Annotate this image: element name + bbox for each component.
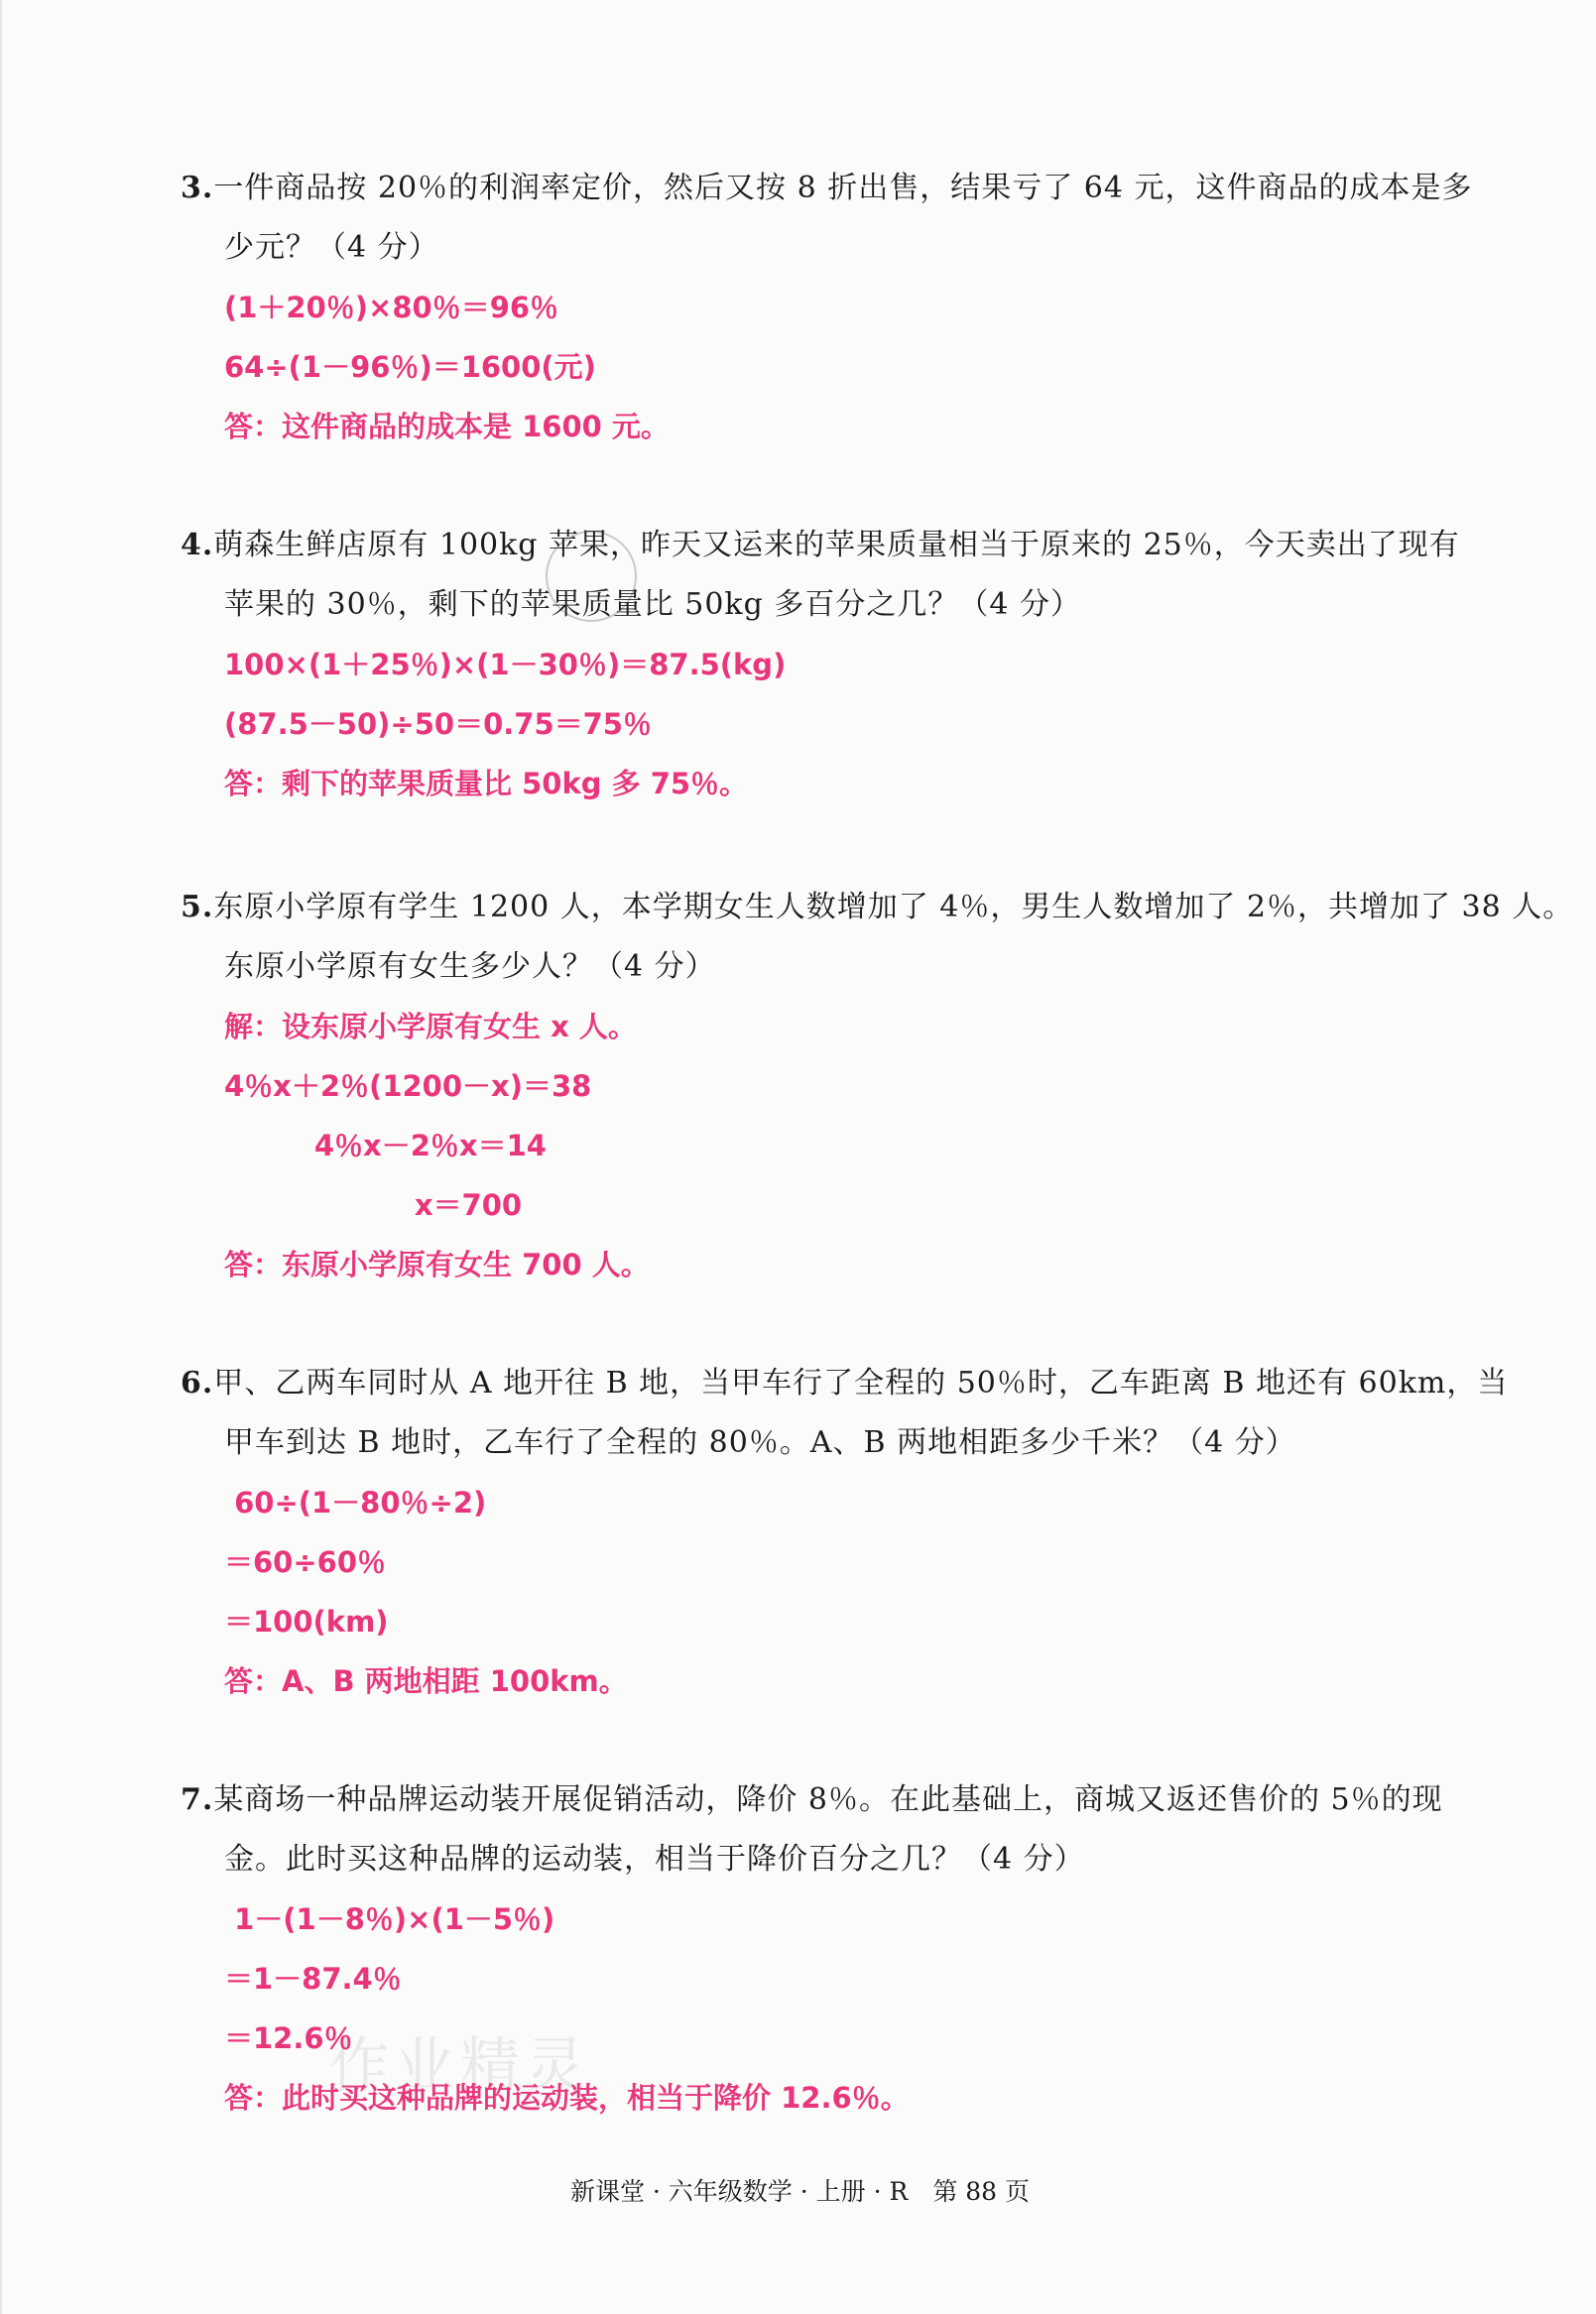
- question-text: 萌森生鲜店原有 100kg 苹果，昨天又运来的苹果质量相当于原来的 25％，今天卖出了现有: [213, 528, 1460, 562]
- answer-conclusion: 答：A、B 两地相距 100km。: [224, 1664, 628, 1698]
- question-line: [181, 1770, 1510, 1830]
- problem-number: 4.: [181, 528, 214, 562]
- problem-number: 5.: [181, 890, 214, 924]
- answer-line: (1＋20％)×80％＝96％: [224, 291, 559, 324]
- problem-6: [181, 1354, 1510, 1711]
- problem-number: 3.: [181, 171, 214, 205]
- answer-line: ＝60÷60％: [224, 1545, 387, 1579]
- problem-7: [181, 1770, 1510, 2128]
- answer-conclusion: 答：此时买这种品牌的运动装，相当于降价 12.6％。: [224, 2081, 910, 2115]
- question-text: 甲、乙两车同时从 A 地开往 B 地，当甲车行了全程的 50％时，乙车距离 B 地还有 60km，当: [213, 1366, 1509, 1401]
- answer-line: ＝12.6％: [224, 2021, 353, 2055]
- page-footer: 新课堂 · 六年级数学 · 上册 · R 第 88 页: [569, 2177, 1031, 2206]
- question-text: 东原小学原有学生 1200 人，本学期女生人数增加了 4％，男生人数增加了 2％，共增加了 38 人。: [213, 890, 1574, 924]
- answer-line: ＝1－87.4％: [224, 1962, 402, 1996]
- question-line: 甲车到达 B 地时，乙车行了全程的 80％。A、B 两地相距多少千米？（4 分）: [224, 1425, 1296, 1460]
- question-line: [181, 159, 1510, 218]
- problem-4: [181, 516, 1510, 813]
- question-text: 一件商品按 20％的利润率定价，然后又按 8 折出售，结果亏了 64 元，这件商品的成本是多: [213, 171, 1473, 205]
- problem-3: [181, 159, 1510, 456]
- question-line: 东原小学原有女生多少人？（4 分）: [224, 949, 716, 984]
- answer-conclusion: 答：这件商品的成本是 1600 元。: [224, 410, 670, 443]
- answer-conclusion: 答：东原小学原有女生 700 人。: [224, 1248, 650, 1281]
- question-line: [181, 516, 1510, 575]
- answer-line: 4％x＋2％(1200－x)＝38: [224, 1069, 592, 1103]
- answer-line: (87.5－50)÷50＝0.75＝75％: [224, 707, 652, 741]
- watermark-text: 作业精灵: [329, 2031, 591, 2101]
- answer-line: 解：设东原小学原有女生 x 人。: [224, 1010, 637, 1043]
- question-line: [181, 1354, 1510, 1413]
- answer-conclusion: 答：剩下的苹果质量比 50kg 多 75％。: [224, 767, 749, 800]
- answer-line: x＝700: [224, 1188, 523, 1222]
- question-line: 苹果的 30％，剩下的苹果质量比 50kg 多百分之几？（4 分）: [224, 587, 1081, 622]
- question-text: 某商场一种品牌运动装开展促销活动，降价 8％。在此基础上，商城又返还售价的 5％的现: [213, 1782, 1443, 1817]
- problem-5: [181, 878, 1574, 1294]
- problem-number: 7.: [181, 1782, 214, 1817]
- answer-line: ＝100(km): [224, 1605, 389, 1639]
- problem-number: 6.: [181, 1366, 214, 1401]
- question-line: 金。此时买这种品牌的运动装，相当于降价百分之几？（4 分）: [224, 1842, 1085, 1877]
- question-line: [181, 878, 1574, 937]
- question-line: 少元？（4 分）: [224, 230, 439, 265]
- answer-line: 64÷(1－96％)＝1600(元): [224, 350, 596, 384]
- answer-line: 1－(1－8％)×(1－5％): [224, 1902, 555, 1936]
- answer-line: 60÷(1－80％÷2): [224, 1486, 487, 1520]
- answer-line: 4％x－2％x＝14: [224, 1129, 547, 1162]
- answer-line: 100×(1＋25％)×(1－30％)＝87.5(kg): [224, 648, 787, 681]
